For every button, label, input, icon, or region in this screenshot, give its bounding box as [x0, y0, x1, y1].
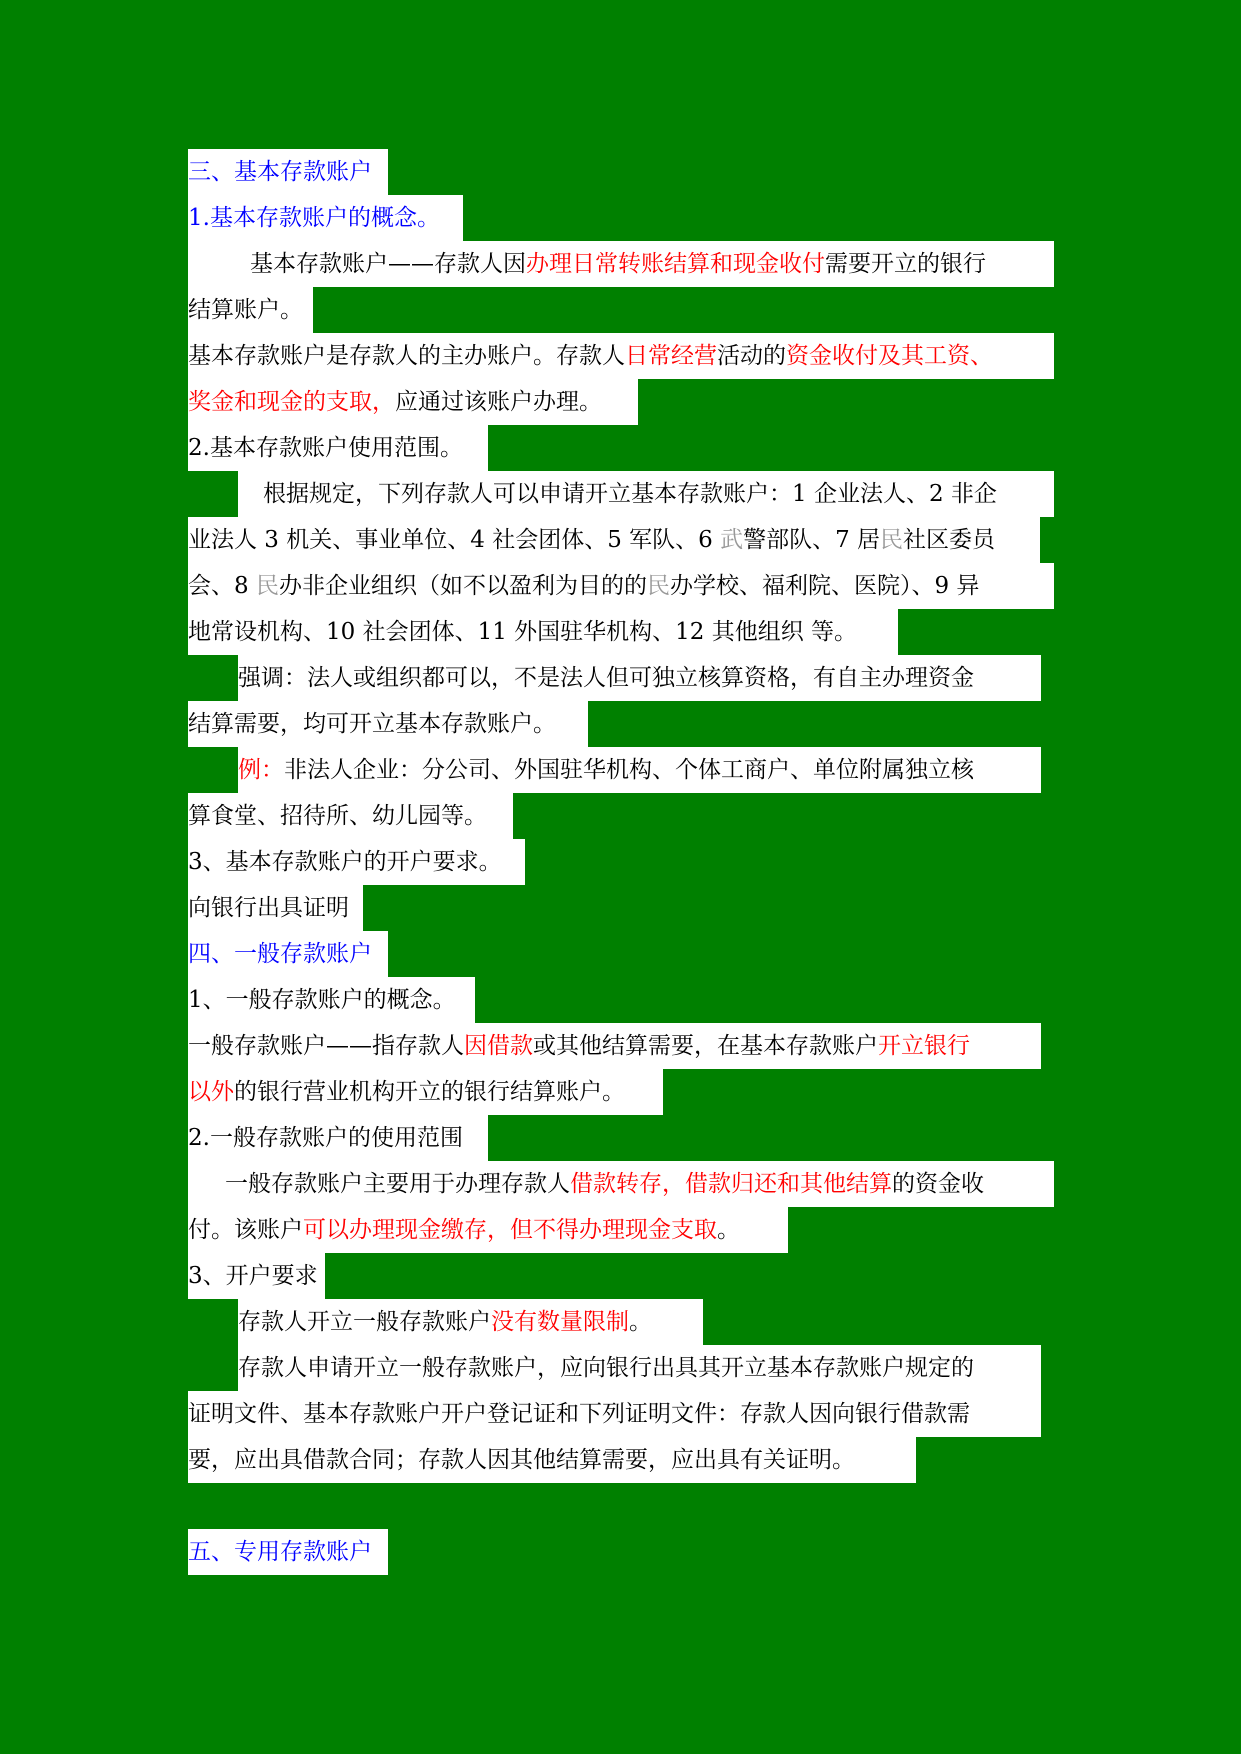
heading-text: 五、专用存款账户: [188, 1529, 388, 1575]
emphasis-text: 例：: [238, 757, 284, 783]
text-run: 活动的: [717, 343, 786, 369]
paragraph-line: [188, 471, 1054, 517]
paragraph-line: [188, 333, 1054, 379]
line-highlight: [188, 241, 1054, 287]
line-highlight: [188, 379, 638, 425]
emphasis-text: 因借款: [464, 1033, 533, 1059]
section-heading-5: [188, 1529, 388, 1575]
paragraph-line: [188, 885, 363, 931]
paragraph-line: [188, 241, 1054, 287]
text-run: 应通过该账户办理。: [395, 389, 602, 415]
text-run: 要，应出具借款合同；存款人因其他结算需要，应出具有关证明。: [188, 1437, 916, 1483]
heading-text: 三、基本存款账户: [188, 149, 388, 195]
line-highlight: [238, 747, 1041, 793]
subheading-3-2: [188, 425, 488, 471]
text-run: 的银行营业机构开立的银行结算账户。: [234, 1079, 625, 1105]
emphasis-text: 资金收付及其工资、: [786, 343, 993, 369]
paragraph-line: [188, 1345, 1041, 1391]
text-run: 算食堂、招待所、幼儿园等。: [188, 793, 513, 839]
emphasis-text: 开立银行: [878, 1033, 970, 1059]
text-run: 非法人企业：分公司、外国驻华机构、个体工商户、单位附属独立核: [284, 757, 974, 783]
text-run: 地常设机构、10 社会团体、11 外国驻华机构、12 其他组织 等。: [188, 609, 898, 655]
subheading-text: 1.基本存款账户的概念。: [188, 195, 463, 241]
subheading-text: 3、基本存款账户的开户要求。: [188, 839, 525, 885]
text-run: 存款人开立一般存款账户: [238, 1309, 491, 1335]
subheading-4-3: [188, 1253, 325, 1299]
text-run: 一般存款账户主要用于办理存款人: [225, 1171, 570, 1197]
paragraph-line: [188, 655, 1041, 701]
subheading-3-3: [188, 839, 525, 885]
faded-text: 民: [646, 573, 670, 599]
paragraph-line: [188, 1069, 663, 1115]
paragraph-line: [188, 517, 1040, 563]
text-run: 结算账户。: [188, 287, 313, 333]
faded-text: 民: [255, 573, 279, 599]
paragraph-line: [188, 379, 638, 425]
emphasis-text: 以外: [188, 1079, 234, 1105]
emphasis-text: 办理日常转账结算和现金收付: [526, 251, 825, 277]
emphasis-text: 日常经营: [625, 343, 717, 369]
text-run: 根据规定，下列存款人可以申请开立基本存款账户：1 企业法人、2 非企: [263, 481, 997, 507]
emphasis-text: 借款转存，借款归还和其他结算: [570, 1171, 892, 1197]
text-run: 业法人 3 机关、事业单位、4 社会团体、5 军队、6: [188, 527, 721, 553]
heading-text: 四、一般存款账户: [188, 931, 388, 977]
paragraph-line: [188, 1023, 1041, 1069]
subheading-4-2: [188, 1115, 488, 1161]
subheading-text: 2.一般存款账户的使用范围: [188, 1115, 488, 1161]
faded-text: 武: [720, 527, 744, 553]
text-run: 向银行出具证明: [188, 885, 363, 931]
line-highlight: [188, 1069, 663, 1115]
paragraph-line: [188, 1299, 703, 1345]
text-run: 存款人申请开立一般存款账户，应向银行出具其开立基本存款账户规定的: [238, 1345, 1041, 1391]
line-highlight: [188, 1023, 1041, 1069]
text-run: 基本存款账户——存款人因: [250, 251, 526, 277]
emphasis-text: 奖金和现金的支取，: [188, 389, 395, 415]
subheading-text: 2.基本存款账户使用范围。: [188, 425, 488, 471]
section-heading-4: [188, 931, 388, 977]
line-highlight: [188, 517, 1040, 563]
line-highlight: [188, 1161, 1054, 1207]
text-run: 办学校、福利院、医院）、9 异: [669, 573, 980, 599]
text-run: 。: [717, 1217, 740, 1243]
line-highlight: [238, 1299, 703, 1345]
text-run: 办非企业组织（如不以盈利为目的的: [278, 573, 647, 599]
paragraph-line: [188, 1161, 1054, 1207]
paragraph-line: [188, 1437, 916, 1483]
emphasis-text: 没有数量限制: [491, 1309, 629, 1335]
paragraph-line: [188, 563, 1054, 609]
text-run: 需要开立的银行: [825, 251, 986, 277]
emphasis-text: 可以办理现金缴存，但不得办理现金支取: [303, 1217, 717, 1243]
text-run: 一般存款账户——指存款人: [188, 1033, 464, 1059]
subheading-4-1: [188, 977, 475, 1023]
text-run: 社区委员: [903, 527, 996, 553]
text-run: 的资金收: [892, 1171, 984, 1197]
text-run: 付。该账户: [188, 1217, 303, 1243]
paragraph-line: [188, 793, 513, 839]
line-highlight: [188, 563, 1054, 609]
text-run: 结算需要，均可开立基本存款账户。: [188, 701, 588, 747]
faded-text: 民: [880, 527, 904, 553]
text-run: 或其他结算需要，在基本存款账户: [533, 1033, 878, 1059]
text-run: 基本存款账户是存款人的主办账户。存款人: [188, 343, 625, 369]
subheading-text: 1、一般存款账户的概念。: [188, 977, 475, 1023]
subheading-3-1: [188, 195, 463, 241]
line-highlight: [188, 333, 1054, 379]
text-run: 。: [629, 1309, 652, 1335]
text-run: 警部队、7 居: [743, 527, 881, 553]
text-run: 证明文件、基本存款账户开户登记证和下列证明文件：存款人因向银行借款需: [188, 1391, 1041, 1437]
paragraph-line: [188, 1391, 1041, 1437]
line-highlight: [188, 1207, 788, 1253]
text-run: 强调：法人或组织都可以，不是法人但可独立核算资格，有自主办理资金: [238, 655, 1041, 701]
paragraph-line: [188, 747, 1041, 793]
text-run: 会、8: [188, 573, 256, 599]
paragraph-line: [188, 1207, 788, 1253]
section-heading-3: [188, 149, 388, 195]
paragraph-line: [188, 609, 898, 655]
line-highlight: [238, 471, 1054, 517]
paragraph-line: [188, 701, 588, 747]
subheading-text: 3、开户要求: [188, 1253, 325, 1299]
paragraph-line: [188, 287, 313, 333]
